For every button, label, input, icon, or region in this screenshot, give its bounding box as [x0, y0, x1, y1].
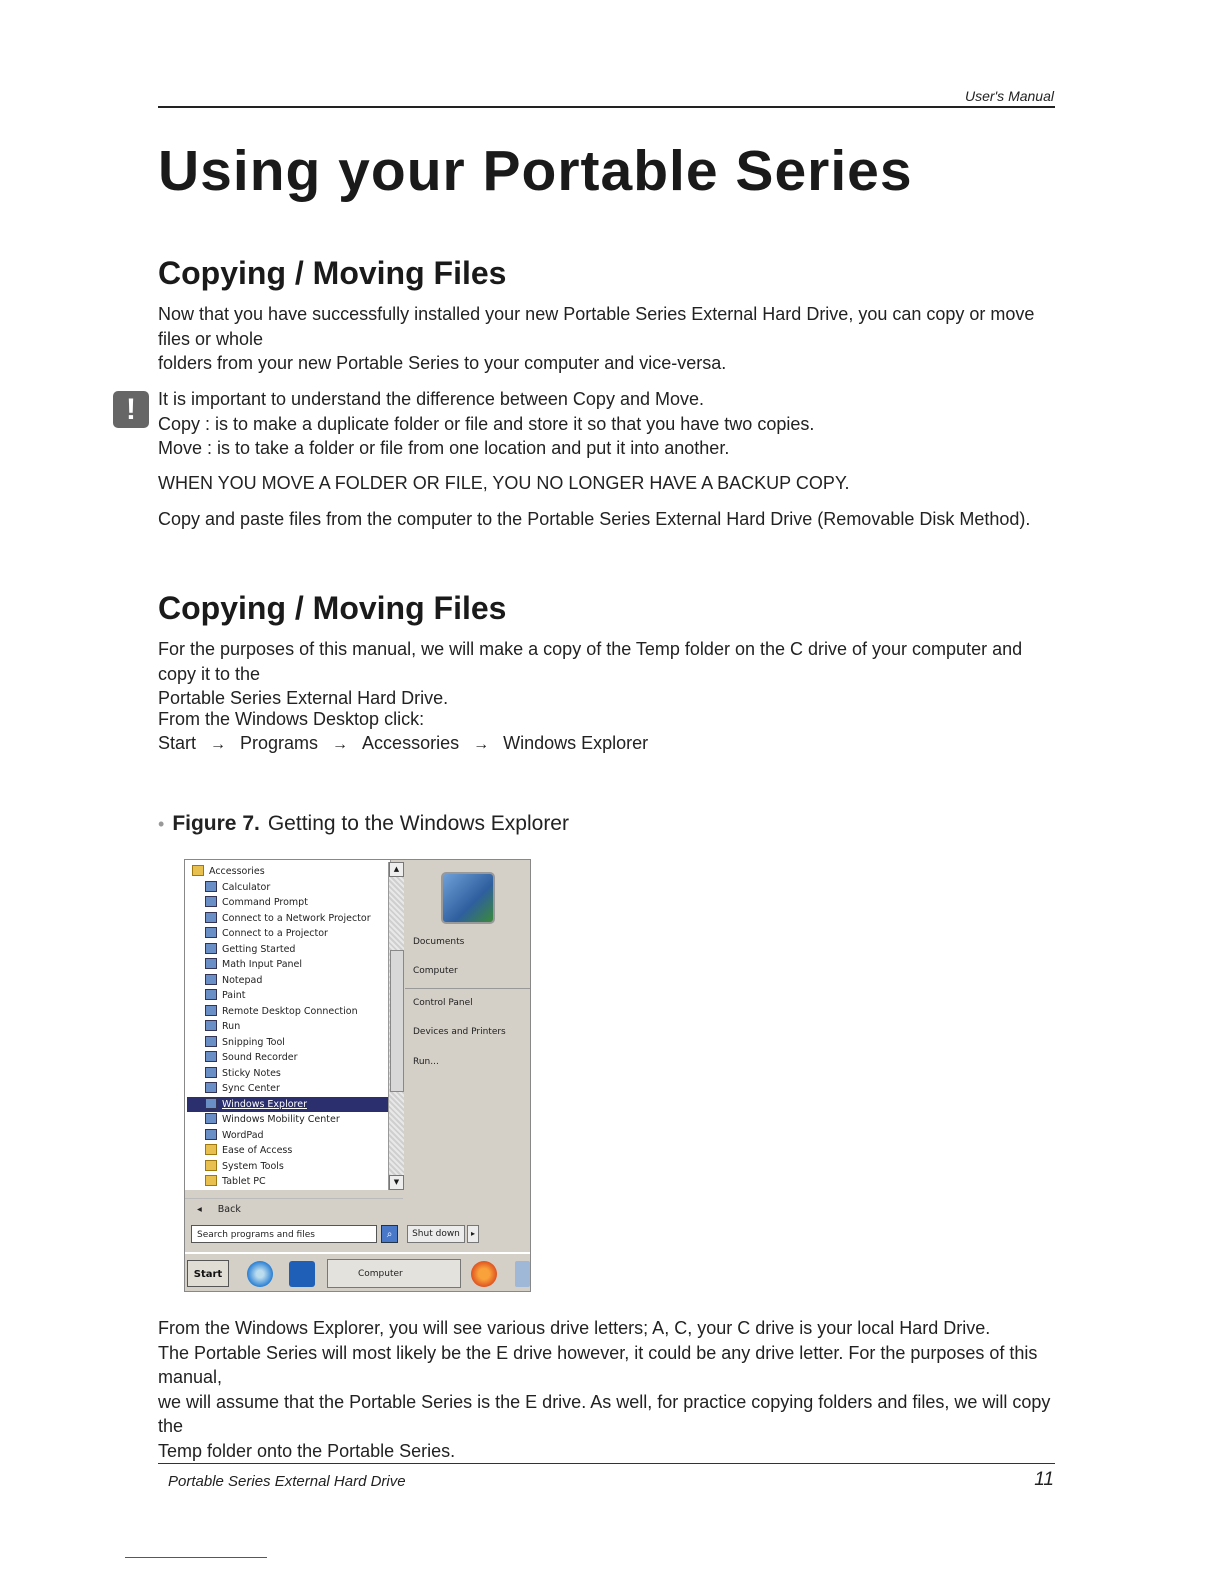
program-icon — [205, 974, 217, 985]
closing-paragraph — [158, 1316, 1058, 1463]
note-line: Move : is to take a folder or file from one location and put it into another. — [158, 438, 730, 458]
program-item[interactable] — [187, 911, 389, 926]
firefox-icon[interactable] — [471, 1261, 497, 1287]
section2-intro-line: Portable Series External Hard Drive. — [158, 688, 449, 708]
closing-line: From the Windows Explorer, you will see various drive letters; A, C, your C drive is your local Hard Drive. — [158, 1318, 991, 1338]
arrow-right-icon: → — [332, 736, 349, 753]
start-button[interactable]: Start — [187, 1260, 229, 1287]
program-item[interactable] — [187, 926, 389, 941]
program-icon — [205, 943, 217, 954]
program-icon — [205, 1005, 217, 1016]
program-item[interactable] — [187, 957, 389, 972]
program-item[interactable] — [187, 1066, 389, 1081]
right-item-documents[interactable]: Documents — [413, 937, 465, 947]
figure-caption-text: Getting to the Windows Explorer — [267, 812, 569, 835]
program-label: WordPad — [222, 1129, 264, 1141]
program-icon — [205, 1020, 217, 1031]
note-line: It is important to understand the difference between Copy and Move. — [158, 389, 704, 409]
program-item[interactable] — [187, 1035, 389, 1050]
program-icon — [205, 958, 217, 969]
back-label: Back — [217, 1204, 241, 1215]
program-label: Remote Desktop Connection — [222, 1005, 358, 1017]
start-menu-screenshot — [184, 859, 531, 1292]
program-item[interactable] — [187, 1128, 389, 1143]
program-icon — [205, 1098, 217, 1109]
program-label: Connect to a Network Projector — [222, 912, 371, 924]
program-icon — [205, 1113, 217, 1124]
page-title: Using your Portable Series — [158, 139, 913, 203]
right-pane-divider — [405, 988, 530, 989]
program-icon — [205, 896, 217, 907]
section2-heading: Copying / Moving Files — [158, 590, 507, 626]
section1-intro-line: Now that you have successfully installed your new Portable Series External Hard Drive, you can copy or move files or whole — [158, 304, 1035, 349]
figure-caption — [158, 812, 569, 836]
closing-line: we will assume that the Portable Series is the E drive. As well, for practice copying folders and files, we will copy the — [158, 1391, 1051, 1436]
closing-line: Temp folder onto the Portable Series. — [158, 1440, 456, 1461]
program-label: Ease of Access — [222, 1145, 293, 1156]
scroll-down-icon[interactable]: ▼ — [389, 1175, 404, 1190]
warning-text: WHEN YOU MOVE A FOLDER OR FILE, YOU NO LONGER HAVE A BACKUP COPY. — [158, 473, 850, 493]
program-item[interactable] — [187, 1112, 389, 1127]
back-button[interactable] — [185, 1198, 403, 1221]
taskbar-item-computer[interactable]: Computer — [327, 1259, 461, 1288]
arrow-right-icon: → — [210, 736, 227, 753]
internet-explorer-icon[interactable] — [247, 1261, 273, 1287]
header-rule — [158, 106, 1055, 108]
arrow-right-icon: → — [473, 736, 490, 753]
program-item[interactable] — [187, 1159, 389, 1174]
program-item[interactable] — [187, 864, 389, 879]
program-icon — [205, 912, 217, 923]
outlook-icon[interactable] — [289, 1261, 315, 1287]
right-item-computer[interactable]: Computer — [413, 966, 458, 976]
note-line: Copy : is to make a duplicate folder or file and store it so that you have two copies. — [158, 413, 815, 434]
program-item[interactable] — [187, 1004, 389, 1019]
program-label: Windows Mobility Center — [222, 1114, 340, 1125]
right-item-devices-printers[interactable]: Devices and Printers — [413, 1027, 506, 1037]
program-item[interactable] — [187, 880, 389, 895]
running-header: User's Manual — [964, 88, 1054, 104]
path-step-windows-explorer: Windows Explorer — [503, 733, 649, 753]
program-icon — [205, 1082, 217, 1093]
program-label: Sound Recorder — [222, 1052, 298, 1063]
closing-line: The Portable Series will most likely be the E drive however, it could be any drive letter. For the purposes of this manual, — [158, 1342, 1038, 1387]
from-desktop-text: From the Windows Desktop click: — [158, 709, 425, 729]
program-label: Calculator — [222, 881, 271, 893]
page-number: 11 — [1034, 1469, 1054, 1490]
program-icon — [205, 1067, 217, 1078]
program-label: Sync Center — [222, 1083, 280, 1094]
section2-intro-line: For the purposes of this manual, we will make a copy of the Temp folder on the C drive of your computer and copy it to the — [158, 639, 1023, 684]
program-icon — [205, 927, 217, 938]
program-icon — [205, 1036, 217, 1047]
program-icon — [205, 1051, 217, 1062]
folder-icon — [205, 1175, 217, 1186]
bullet-icon: • — [158, 814, 165, 834]
footer-product: Portable Series External Hard Drive — [168, 1473, 406, 1490]
section1-heading: Copying / Moving Files — [158, 255, 507, 291]
program-label: Run — [222, 1021, 241, 1032]
user-picture-icon — [441, 872, 495, 924]
program-label: Connect to a Projector — [222, 928, 328, 939]
shutdown-button[interactable]: Shut down — [407, 1225, 465, 1243]
back-arrow-icon: ◂ — [197, 1204, 202, 1215]
search-icon[interactable]: ⌕ — [381, 1225, 398, 1243]
menu-path — [158, 733, 648, 754]
scroll-thumb[interactable] — [390, 950, 404, 1092]
program-label: Tablet PC — [222, 1176, 266, 1187]
program-icon — [205, 881, 217, 892]
section1-intro-line: folders from your new Portable Series to your computer and vice-versa. — [158, 353, 727, 373]
program-label: Sticky Notes — [222, 1067, 281, 1079]
program-icon — [205, 989, 217, 1000]
programs-scrollbar[interactable] — [388, 862, 404, 1190]
right-pane — [405, 860, 530, 1252]
program-item[interactable] — [187, 973, 389, 988]
program-item[interactable] — [187, 1174, 389, 1189]
path-step-start: Start — [158, 733, 197, 753]
scroll-up-icon[interactable]: ▲ — [389, 862, 404, 877]
program-item[interactable] — [187, 942, 389, 957]
program-item[interactable] — [187, 1019, 389, 1034]
section1-intro — [158, 302, 1058, 376]
program-item[interactable] — [187, 1081, 389, 1096]
shutdown-options-icon[interactable]: ▸ — [467, 1225, 479, 1243]
program-label: Getting Started — [222, 943, 296, 955]
program-item[interactable] — [187, 1143, 389, 1158]
footer-rule — [158, 1463, 1055, 1464]
program-item[interactable] — [187, 1097, 389, 1112]
path-step-accessories: Accessories — [362, 733, 460, 753]
program-item[interactable] — [187, 1050, 389, 1065]
program-label: Paint — [222, 990, 246, 1001]
folder-icon — [205, 1144, 217, 1155]
section2-intro — [158, 637, 1058, 711]
method-text: Copy and paste files from the computer to the Portable Series External Hard Drive (Removable Disk Method). — [158, 509, 1031, 529]
program-label: Command Prompt — [222, 897, 308, 908]
program-item[interactable] — [187, 988, 389, 1003]
footer-link-line — [125, 1557, 267, 1558]
program-label: Notepad — [222, 974, 263, 986]
search-input[interactable]: Search programs and files — [191, 1225, 377, 1243]
path-step-programs: Programs — [240, 733, 319, 753]
program-label: Snipping Tool — [222, 1036, 285, 1048]
program-label: System Tools — [222, 1160, 284, 1172]
taskbar — [185, 1252, 530, 1292]
folder-icon — [192, 865, 204, 876]
note-block — [158, 387, 1058, 461]
program-label: Accessories — [209, 866, 265, 877]
right-item-control-panel[interactable]: Control Panel — [413, 998, 473, 1008]
right-item-run[interactable]: Run... — [413, 1057, 439, 1067]
exclamation-icon: ! — [113, 391, 149, 428]
program-label: Windows Explorer — [222, 1098, 307, 1110]
program-item[interactable] — [187, 895, 389, 910]
folder-icon — [205, 1160, 217, 1171]
program-icon — [205, 1129, 217, 1140]
figure-label: Figure 7. — [172, 812, 260, 835]
programs-list — [185, 860, 391, 1190]
calculator-icon[interactable] — [515, 1261, 530, 1287]
program-label: Math Input Panel — [222, 959, 303, 970]
